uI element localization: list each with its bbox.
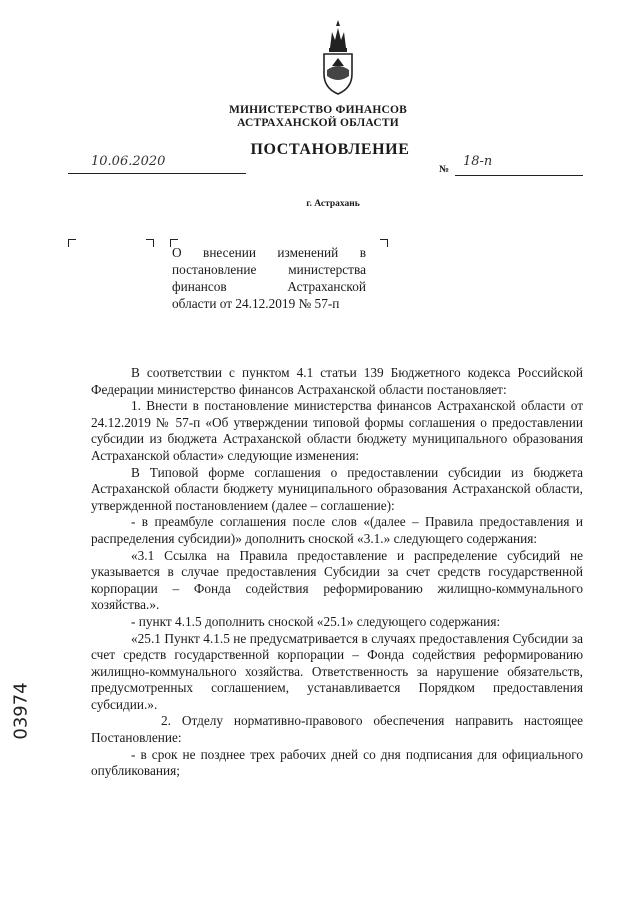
coat-of-arms-icon: [318, 18, 358, 98]
document-type: ПОСТАНОВЛЕНИЕ: [250, 141, 410, 158]
subject-line: О внесении изменений в: [172, 245, 366, 260]
ministry-name-line1: МИНИСТЕРСТВО ФИНАНСОВ: [228, 104, 408, 116]
body-paragraph: «25.1 Пункт 4.1.5 не предусматривается в случаях предоставления Субсидии за счет средств государственной корпорации – Фонда содействия реформированию жилищно-коммунального хозяйства. Ответственность за нарушение обязательств, предусмотренных соглашением, устанавливается Порядком предоставления субсидии.».: [91, 630, 583, 712]
corner-mark: [146, 239, 154, 247]
body-paragraph: В соответствии с пунктом 4.1 статьи 139 Бюджетного кодекса Российской Федерации министерство финансов Астраханской области постановляет:: [91, 365, 583, 397]
number-underline: [455, 175, 583, 176]
subject-line: постановление министерства: [172, 262, 366, 277]
corner-mark: [380, 239, 388, 247]
document-body: [91, 365, 583, 780]
document-subject: [172, 244, 366, 312]
ministry-name: [0, 104, 640, 130]
subject-line: финансов Астраханской: [172, 279, 366, 294]
body-paragraph: «3.1 Ссылка на Правила предоставление и распределение субсидий не указывается в случае предоставления Субсидии за счет средств государственной корпорации – Фонда содействия реформированию жилищно-коммунального хозяйства.».: [91, 547, 583, 613]
body-paragraph: - в преамбуле соглашения после слов «(далее – Правила предоставления и распределения субсидии)» дополнить сноской «3.1.» следующего содержания:: [91, 514, 583, 546]
ministry-name-line2: АСТРАХАНСКОЙ ОБЛАСТИ: [237, 117, 399, 129]
date-underline: [68, 173, 246, 174]
body-paragraph: 1. Внести в постановление министерства финансов Астраханской области от 24.12.2019 № 57-п «Об утверждении типовой формы соглашения о предоставлении субсидии из бюджета Астраханской области бюджету муниципального образования Астраханской области» следующие изменения:: [91, 398, 583, 463]
body-paragraph: - пункт 4.1.5 дополнить сноской «25.1» следующего содержания:: [131, 613, 501, 629]
body-paragraph: 2. Отделу нормативно-правового обеспечения направить настоящее Постановление:: [91, 713, 583, 746]
city: г. Астрахань: [306, 199, 360, 209]
side-number-text: 03974: [10, 682, 32, 740]
side-registration-number: [10, 671, 32, 751]
corner-mark: [68, 239, 76, 247]
document-date: 10.06.2020: [91, 154, 166, 169]
body-paragraph: - в срок не позднее трех рабочих дней со дня подписания для официального опубликования;: [91, 746, 583, 779]
subject-line: области от 24.12.2019 № 57-п: [172, 296, 340, 311]
number-sign: №: [439, 164, 450, 175]
document-number: 18-п: [463, 154, 493, 169]
body-paragraph: В Типовой форме соглашения о предоставлении субсидии из бюджета Астраханской области бюджету муниципального образования Астраханской области, утвержденной постановлением (далее – соглашение):: [91, 464, 583, 513]
